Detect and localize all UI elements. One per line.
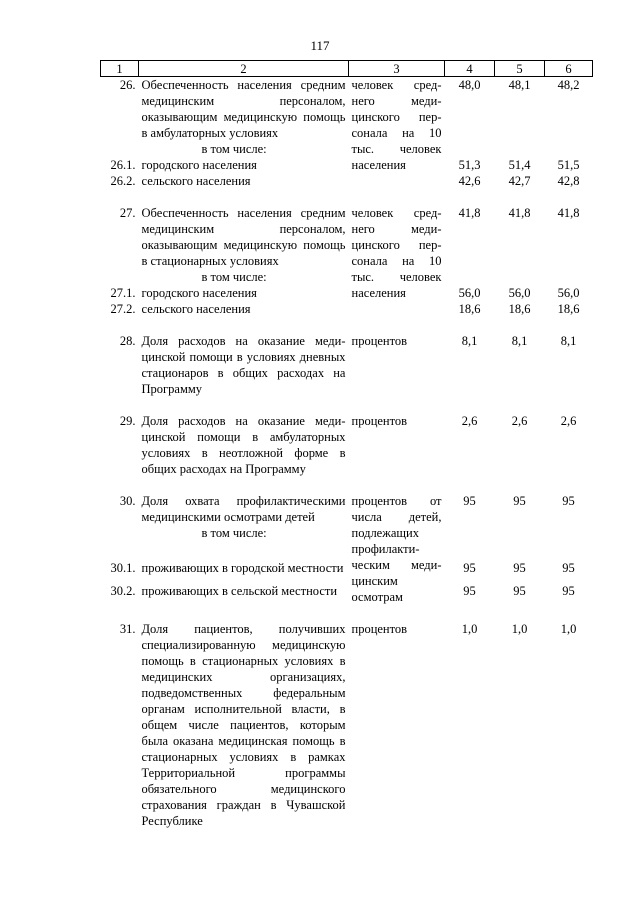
value-col5: 48,1 (508, 78, 531, 92)
indicator-name (139, 77, 349, 158)
row-number: 27.2. (110, 302, 136, 316)
value-col6: 48,2 (557, 78, 580, 92)
value-col6: 18,6 (557, 302, 580, 316)
table-row (101, 413, 593, 477)
table-row (101, 205, 593, 285)
column-header-5: 5 (495, 61, 545, 77)
value-col6: 95 (562, 494, 575, 508)
row-number: 26. (119, 78, 136, 92)
unit-cell: процентов (351, 334, 408, 348)
value-col4: 8,1 (461, 334, 478, 348)
table-row (101, 157, 593, 173)
value-col5: 8,1 (511, 334, 528, 348)
unit-cell: процентов (351, 622, 408, 636)
indicator-name: Доля расходов на оказание медицинской помощи в условиях дневных стационаров в общих расходах на Программу (141, 334, 346, 396)
table-row (101, 493, 593, 560)
value-col6: 56,0 (557, 286, 580, 300)
value-col4: 41,8 (458, 206, 481, 220)
indicators-table (100, 60, 593, 829)
value-col5: 95 (513, 583, 526, 598)
column-header-2: 2 (139, 61, 349, 77)
value-col4: 18,6 (458, 302, 481, 316)
table-row (101, 621, 593, 829)
indicator-name: сельского населения (141, 174, 251, 188)
row-number: 30. (119, 494, 136, 508)
value-col6: 1,0 (560, 622, 577, 636)
row-number: 27.1. (110, 286, 136, 300)
value-col5: 95 (513, 561, 526, 576)
value-col6: 2,6 (560, 414, 577, 428)
indicator-name: Доля расходов на оказание медицинской помощи в амбулаторных условиях в неотложной форме в общих расходах на Программу (141, 414, 346, 476)
row-number: 30.2. (110, 583, 136, 598)
value-col4: 56,0 (458, 286, 481, 300)
indicator-name (139, 205, 349, 285)
value-col5: 18,6 (508, 302, 531, 316)
value-col5: 56,0 (508, 286, 531, 300)
including-label: в том числе: (201, 142, 267, 156)
value-col5: 42,7 (508, 174, 531, 188)
value-col6: 51,5 (557, 158, 580, 172)
value-col6: 8,1 (560, 334, 577, 348)
including-label: в том числе: (201, 270, 267, 284)
value-col5: 41,8 (508, 206, 531, 220)
value-col6: 42,8 (557, 174, 580, 188)
value-col4: 51,3 (458, 158, 481, 172)
value-col5: 51,4 (508, 158, 531, 172)
including-label: в том числе: (201, 526, 267, 540)
value-col6: 41,8 (557, 206, 580, 220)
indicator-name: городского населения (141, 286, 257, 300)
column-header-4: 4 (445, 61, 495, 77)
table-row (101, 301, 593, 317)
row-number: 30.1. (110, 561, 136, 576)
value-col5: 1,0 (511, 622, 528, 636)
row-number: 26.1. (110, 158, 136, 172)
indicator-name: Доля пациентов, получивших специализированную медицинскую помощь в стационарных условиях в медицинских организациях, подведомственных федеральным органам исполнительной власти, в общем числе пациентов, которым была оказана медицинская помощь в стационарных условиях в рамках Территориальной программы обязательного медицинского страхования граждан в Чувашской Республике (141, 622, 346, 828)
column-header-6: 6 (545, 61, 593, 77)
indicator-name: проживающих в сельской местности (141, 583, 338, 598)
page-number: 117 (310, 38, 330, 53)
table-row (101, 173, 593, 189)
value-col4: 95 (463, 583, 476, 598)
indicator-name: сельского населения (141, 302, 251, 316)
row-number: 26.2. (110, 174, 136, 188)
unit-cell: человек среднего медицинского персонала на 10 тыс. человек населения (351, 78, 442, 172)
column-header-1: 1 (101, 61, 139, 77)
table-row (101, 560, 593, 582)
table-header-row (101, 61, 593, 77)
row-number: 29. (119, 414, 136, 428)
row-number: 31. (119, 622, 136, 636)
indicator-text: Обеспеченность населения средним медицинским персоналом, оказывающим медицинскую помощь в стационарных условиях (141, 206, 346, 268)
table-row (101, 77, 593, 158)
row-number: 28. (119, 334, 136, 348)
indicator-text: Доля охвата профилактическими медицинскими осмотрами детей (141, 494, 346, 524)
table-row (101, 333, 593, 397)
value-col4: 48,0 (458, 78, 481, 92)
value-col4: 1,0 (461, 622, 478, 636)
indicator-name: проживающих в городской местности (141, 561, 344, 576)
value-col6: 95 (562, 583, 575, 598)
value-col4: 95 (463, 561, 476, 576)
value-col4: 42,6 (458, 174, 481, 188)
indicator-name (139, 493, 349, 560)
row-number: 27. (119, 206, 136, 220)
table-row (101, 285, 593, 301)
value-col4: 95 (463, 494, 476, 508)
unit-cell: процентов от числа детей, подлежащих профилактическим медицинским осмотрам (351, 494, 442, 604)
value-col6: 95 (562, 561, 575, 576)
indicator-name: городского населения (141, 158, 257, 172)
column-header-3: 3 (349, 61, 445, 77)
value-col5: 95 (513, 494, 526, 508)
unit-cell: процентов (351, 414, 408, 428)
value-col5: 2,6 (511, 414, 528, 428)
unit-cell: человек среднего медицинского персонала на 10 тыс. человек населения (351, 206, 442, 300)
value-col4: 2,6 (461, 414, 478, 428)
indicator-text: Обеспеченность населения средним медицинским персоналом, оказывающим медицинскую помощь в амбулаторных условиях (141, 78, 346, 140)
table-row (101, 583, 593, 605)
